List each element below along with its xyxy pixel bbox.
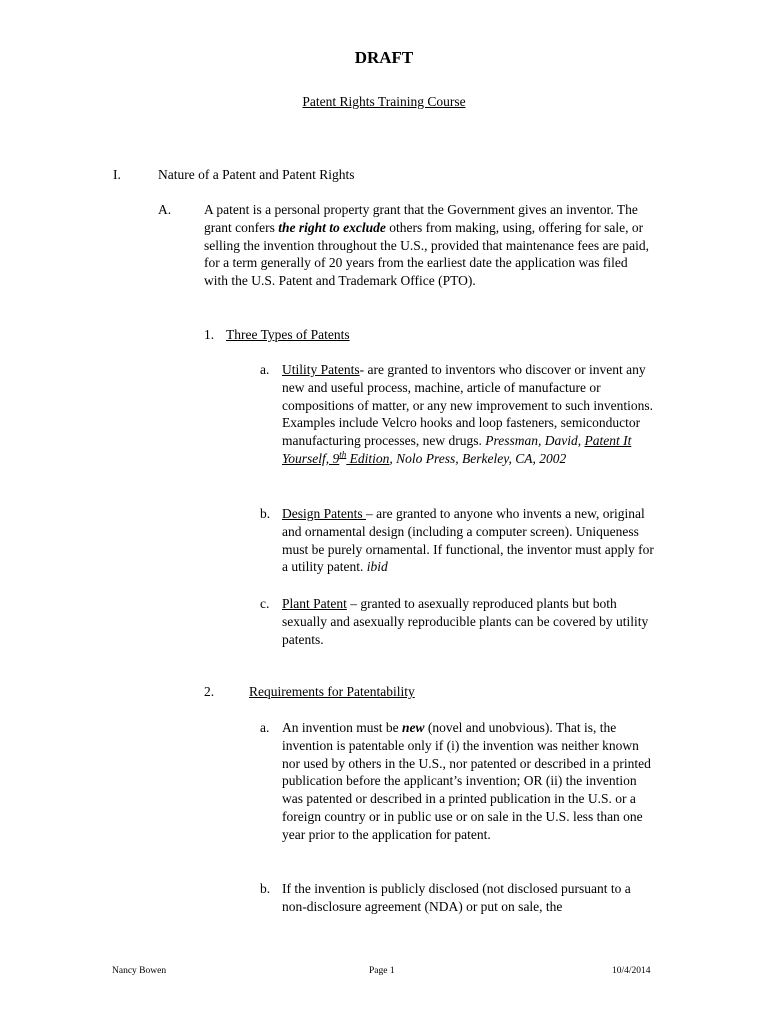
item-1a-cite-edition-number: 9 (332, 450, 340, 466)
item-2a-letter: a. (260, 720, 270, 735)
item-1b-term: Design Patents (282, 506, 366, 521)
section-numeral: I. (113, 167, 121, 182)
item-1a-text: - are granted to inventors who discover or invent any new and useful process, machine, article of manufacture or compositions of matter, or any new improvement to such inventions. Examples include Velcro hooks and loop fasteners, semiconductor manufacturing processes, new drugs. (282, 362, 654, 449)
item-2a-emphasis: new (402, 720, 425, 735)
item-1c-paragraph (282, 595, 656, 648)
item-1b-text: – are granted to anyone who invents a new, original and ornamental design (including a computer screen). Uniqueness must be purely ornamental. If functional, the inventor must apply for a utility patent. (282, 506, 654, 575)
item-a-paragraph (204, 201, 654, 290)
footer-author: Nancy Bowen (112, 966, 167, 976)
item-a-letter: A. (158, 202, 172, 217)
item-a-text-2: others from making, using, offering for sale, or selling the invention throughout the U.S., provided that maintenance fees are paid, for a term generally of 20 years from the earliest date the application was filed with the U.S. Patent and Trademark Office (PTO). (204, 219, 650, 289)
item-1a-cite-rest: , Nolo Press, Berkeley, CA, 2002 (389, 450, 567, 466)
item-1-heading: Three Types of Patents (226, 327, 350, 342)
item-1c-term: Plant Patent (282, 596, 347, 611)
item-1-number: 1. (204, 327, 215, 342)
item-a-text-1: A patent is a personal property grant that the Government gives an inventor. The grant confers (204, 202, 638, 235)
page-subtitle: Patent Rights Training Course (302, 94, 466, 109)
item-1a-cite-edition-word: Edition (346, 450, 390, 466)
item-1c-text: – granted to asexually reproduced plants but both sexually and asexually reproducible plants can be covered by utility patents. (282, 596, 649, 647)
item-1b-letter: b. (260, 506, 271, 521)
item-1b-cite: ibid (366, 559, 388, 575)
item-1b-paragraph (282, 505, 656, 576)
section-heading: Nature of a Patent and Patent Rights (158, 167, 355, 182)
item-2a-text-2: (novel and unobvious). That is, the invention is patentable only if (i) the invention was neither known nor used by others in the U.S., nor patented or described in a printed publication before the applicant’s invention; OR (ii) the invention was patented or described in a printed publication in the U.S. or a foreign country or in public use or on sale in the U.S. less than one year prior to the application for patent. (282, 720, 651, 842)
page-title: DRAFT (354, 48, 414, 67)
item-2a-paragraph (282, 719, 656, 844)
item-1a-letter: a. (260, 362, 270, 377)
item-2b-paragraph: If the invention is publicly disclosed (not disclosed pursuant to a non-disclosure agreement (NDA) or put on sale, the (282, 881, 631, 914)
item-1a-cite-book: Patent It Yourself, (282, 433, 632, 466)
item-2b-letter: b. (260, 881, 271, 896)
item-2-number: 2. (204, 684, 215, 699)
item-1a-cite-edition-suffix: th (339, 449, 347, 460)
item-1a-cite-author: Pressman, David, (485, 433, 585, 449)
item-1c-letter: c. (260, 596, 270, 611)
footer-date: 10/4/2014 (612, 966, 651, 976)
item-1a-term: Utility Patents (282, 362, 360, 377)
item-2-heading: Requirements for Patentability (249, 684, 415, 699)
item-1a-paragraph (282, 361, 656, 468)
item-2a-text-1: An invention must be (282, 720, 402, 735)
item-a-emphasis: the right to exclude (278, 219, 386, 235)
footer-page-number: Page 1 (369, 966, 395, 976)
